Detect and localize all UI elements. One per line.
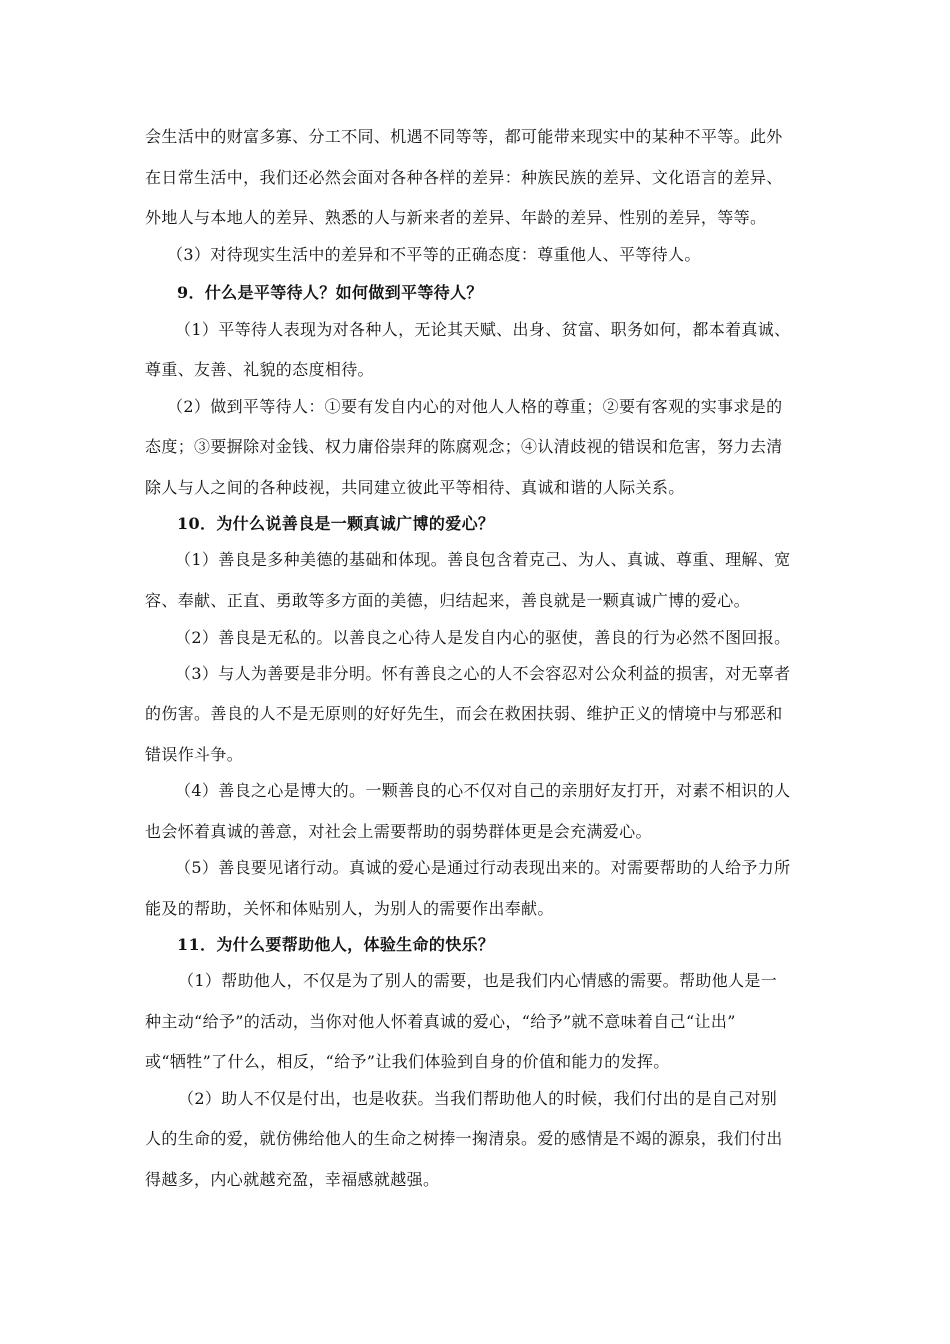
body-text-line: 除人与人之间的各种歧视，共同建立彼此平等相待、真诚和谐的人际关系。: [145, 478, 685, 497]
body-text-line: 在日常生活中，我们还必然会面对各种各样的差异：种族民族的差异、文化语言的差异、: [145, 168, 783, 187]
body-text-line: 尊重、友善、礼貌的态度相待。: [145, 360, 374, 379]
body-text-line: 或“牺牲”了什么，相反，“给予”让我们体验到自身的价值和能力的发挥。: [145, 1052, 670, 1071]
body-text-line: 也会怀着真诚的善意，对社会上需要帮助的弱势群体更是会充满爱心。: [145, 822, 652, 841]
body-text-line: 得越多，内心就越充盈，幸福感就越强。: [145, 1170, 440, 1189]
body-text-line: 容、奉献、正直、勇敢等多方面的美德，归结起来，善良就是一颗真诚广博的爱心。: [145, 591, 750, 610]
body-text-line: （2）善良是无私的。以善良之心待人是发自内心的驱使，善良的行为必然不图回报。: [175, 628, 791, 647]
body-text-line: 的伤害。善良的人不是无原则的好好先生，而会在救困扶弱、维护正义的情境中与邪恶和: [145, 704, 783, 723]
body-text-line: （2）助人不仅是付出，也是收获。当我们帮助他人的时候，我们付出的是自己对别: [178, 1089, 778, 1108]
body-text-line: 错误作斗争。: [145, 745, 244, 764]
body-text-line: （3）对待现实生活中的差异和不平等的正确态度：尊重他人、平等待人。: [167, 245, 701, 264]
body-text-line: （5）善良要见诸行动。真诚的爱心是通过行动表现出来的。对需要帮助的人给予力所: [175, 858, 791, 877]
body-text-line: 种主动“给予”的活动，当你对他人怀着真诚的爱心，“给予”就不意味着自己“让出”: [145, 1012, 736, 1031]
section-heading-11: 11．为什么要帮助他人，体验生命的快乐？: [177, 935, 495, 954]
body-text-line: （4）善良之心是博大的。一颗善良的心不仅对自己的亲朋好友打开，对素不相识的人: [175, 781, 791, 800]
body-text-line: （1）善良是多种美德的基础和体现。善良包含着克己、为人、真诚、尊重、理解、宽: [175, 550, 791, 569]
body-text-line: （1）平等待人表现为对各种人，无论其天赋、出身、贫富、职务如何，都本着真诚、: [175, 320, 791, 339]
body-text-line: （2）做到平等待人：①要有发自内心的对他人人格的尊重；②要有客观的实事求是的: [167, 397, 783, 416]
body-text-line: （1）帮助他人，不仅是为了别人的需要，也是我们内心情感的需要。帮助他人是一: [178, 971, 778, 990]
body-text-line: 会生活中的财富多寡、分工不同、机遇不同等等，都可能带来现实中的某种不平等。此外: [145, 127, 783, 146]
section-heading-10: 10．为什么说善良是一颗真诚广博的爱心？: [177, 514, 495, 533]
body-text-line: 外地人与本地人的差异、熟悉的人与新来者的差异、年龄的差异、性别的差异，等等。: [145, 208, 767, 227]
body-text-line: 人的生命的爱，就仿佛给他人的生命之树捧一掬清泉。爱的感情是不竭的源泉，我们付出: [145, 1129, 783, 1148]
body-text-line: 能及的帮助，关怀和体贴别人，为别人的需要作出奉献。: [145, 899, 554, 918]
section-heading-9: 9．什么是平等待人？如何做到平等待人？: [177, 283, 483, 302]
body-text-line: 态度；③要摒除对金钱、权力庸俗崇拜的陈腐观念；④认清歧视的错误和危害，努力去清: [145, 437, 783, 456]
body-text-line: （3）与人为善要是非分明。怀有善良之心的人不会容忍对公众利益的损害，对无辜者: [175, 664, 791, 683]
